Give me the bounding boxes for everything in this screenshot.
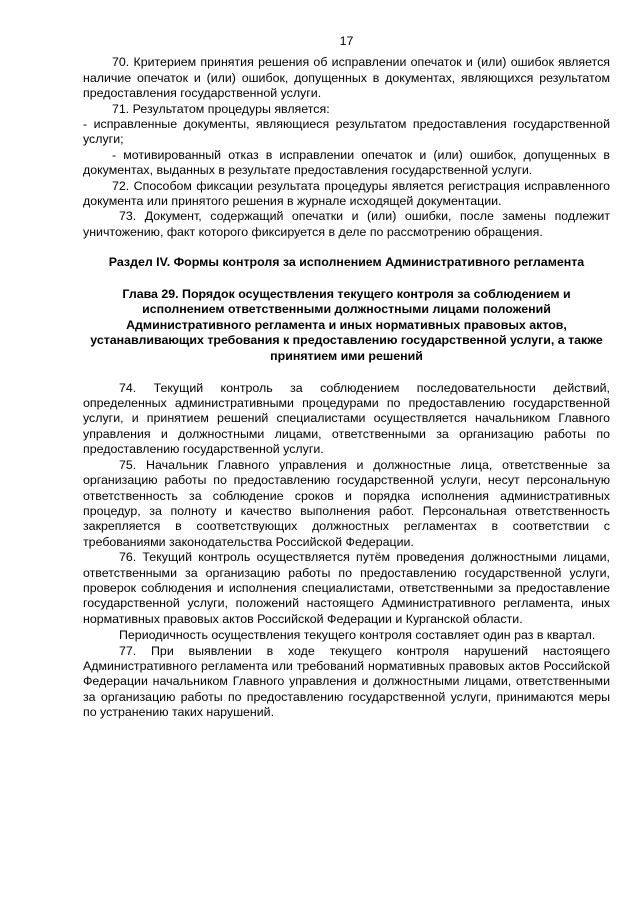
paragraph-71-item-2: - мотивированный отказ в исправлении опечаток и (или) ошибок, допущенных в документах, выданных в результате предоставления государственной услуги. bbox=[83, 147, 610, 178]
document-page bbox=[83, 34, 610, 721]
paragraph-70: 70. Критерием принятия решения об исправлении опечаток и (или) ошибок является наличие опечаток и (или) ошибок, допущенных в документах, являющихся результатом предоставления государственной услуги. bbox=[83, 55, 610, 101]
paragraph-76: 76. Текущий контроль осуществляется путём проведения должностными лицами, ответственными за организацию работы по предоставлению государственной услуги, проверок соблюдения и исполнения специалистами, ответственными за предоставление государственной услуги, положений настоящего Административного регламента, иных нормативных правовых актов Российской Федерации и Курганской области. bbox=[83, 550, 610, 626]
paragraph-76-periodicity: Периодичность осуществления текущего контроля составляет один раз в квартал. bbox=[119, 628, 596, 643]
paragraph-75: 75. Начальник Главного управления и должностные лица, ответственные за организацию работы по предоставлению государственной услуги, несут персональную ответственность за соблюдение сроков и порядка исполнения административных процедур, за полноту и качество выполнения работ. Персональная ответственность закрепляется в соответствующих должностных регламентах в соответствии с требованиями законодательства Российской Федерации. bbox=[83, 457, 610, 549]
paragraph-71-item-1: - исправленные документы, являющиеся результатом предоставления государственной услуги; bbox=[83, 117, 610, 147]
paragraph-74: 74. Текущий контроль за соблюдением последовательности действий, определенных административными процедурами по предоставлению государственной услуги, и принятием решений специалистами осуществляется начальником Главного управления и должностными лицами, ответственными за организацию работы по предоставлению государственной услуги. bbox=[83, 380, 610, 457]
paragraph-77: 77. При выявлении в ходе текущего контроля нарушений настоящего Административного регламента или требований нормативных правовых актов Российской Федерации начальником Главного управления и должностными лицами, ответственными за организацию работы по предоставлению государственной услуги, принимаются меры по устранению таких нарушений. bbox=[83, 643, 610, 720]
paragraph-72: 72. Способом фиксации результата процедуры является регистрация исправленного документа или принятого решения в журнале исходящей документации. bbox=[83, 178, 610, 209]
paragraph-73: 73. Документ, содержащий опечатки и (или) ошибки, после замены подлежит уничтожению, факт которого фиксируется в деле по рассмотрению обращения. bbox=[83, 209, 610, 239]
paragraph-71: 71. Результатом процедуры является: bbox=[112, 101, 330, 116]
chapter-title: Глава 29. Порядок осуществления текущего контроля за соблюдением и исполнением ответственными должностными лицами положений Административного регламента и иных нормативных правовых актов, устанавливающих требования к предоставлению государственной услуги, а также принятием ими решений bbox=[90, 286, 603, 364]
page-number: 17 bbox=[339, 34, 354, 48]
section-title: Раздел IV. Формы контроля за исполнением Административного регламента bbox=[108, 255, 585, 270]
